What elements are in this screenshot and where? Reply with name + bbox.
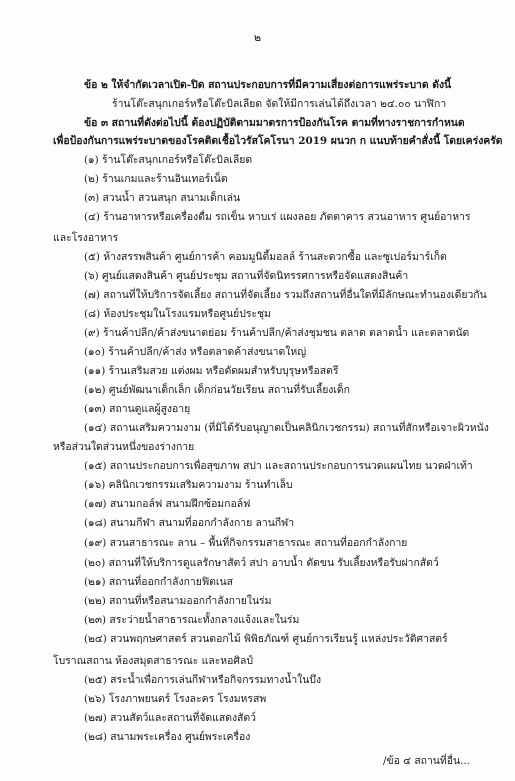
list-item: (๑๙) สวนสาธารณะ ลาน – พื้นที่กิจกรรมสาธารณะ สถานที่ออกกำลังกาย (84, 537, 408, 549)
list-item: (๑๓) สถานดูแลผู้สูงอายุ (84, 403, 191, 415)
list-item: (๙) ร้านค้าปลีก/ค้าส่งขนาดย่อม ร้านค้าปลีก/ค้าส่งชุมชน ตลาด ตลาดน้ำ และตลาดนัด (84, 327, 470, 339)
page-number: ๒ (253, 31, 262, 44)
list-item: (๑๖) คลินิกเวชกรรมเสริมความงาม ร้านทำเล็บ (84, 479, 293, 491)
clause-2-body: ร้านโต๊ะสนุกเกอร์หรือโต๊ะบิลเลียด จัดให้มีการเล่นได้ถึงเวลา ๒๔.๐๐ นาฬิกา (112, 98, 447, 110)
clause-3-heading-line1: ข้อ ๓ สถานที่ดังต่อไปนี้ ต้องปฏิบัติตามมาตรการป้องกันโรค ตามที่ทางราชการกำหนด (84, 117, 465, 129)
list-item: (๒๗) สวนสัตว์และสถานที่จัดแสดงสัตว์ (84, 712, 256, 724)
continuation-note: /ข้อ ๔ สถานที่อื่น... (383, 755, 470, 767)
list-item: (๑๔) สถานเสริมความงาม (ที่มิได้รับอนุญาตเป็นคลินิกเวชกรรม) สถานที่สักหรือเจาะผิวหนัง (84, 422, 489, 434)
list-item: (๒๒) สถานที่หรือสนามออกกำลังกายในร่ม (84, 595, 272, 607)
list-item: (๑๗) สนามกอล์ฟ สนามฝึกซ้อมกอล์ฟ (84, 498, 251, 510)
list-item-continuation: และโรงอาหาร (53, 232, 119, 244)
list-item: (๒๘) สนามพระเครื่อง ศูนย์พระเครื่อง (84, 731, 251, 743)
list-item: (๒๖) โรงภาพยนตร์ โรงละคร โรงมหรสพ (84, 693, 267, 705)
list-item: (๑๐) ร้านค้าปลีก/ค้าส่ง หรือตลาดค้าส่งขนาดใหญ่ (84, 346, 307, 358)
list-item-continuation: หรือส่วนใดส่วนหนึ่งของร่างกาย (53, 441, 195, 453)
clause-2-heading: ข้อ ๒ ให้จำกัดเวลาเปิด-ปิด สถานประกอบการที่มีความเสี่ยงต่อการแพร่ระบาด ดังนี้ (84, 79, 452, 91)
clause-3-heading-line2: เพื่อป้องกันการแพร่ระบาดของโรคติดเชื้อไวรัสโคโรนา 2019 ผนวก ก แนบท้ายคำสั่งนี้ โดยเคร่งครัด (53, 135, 503, 147)
list-item: (๗) สถานที่ให้บริการจัดเลี้ยง สถานที่จัดเลี้ยง รวมถึงสถานที่อื่นใดที่มีลักษณะทำนองเดียวกัน (84, 289, 487, 301)
list-item: (๕) ห้างสรรพสินค้า ศูนย์การค้า คอมมูนิตี้มอลล์ ร้านสะดวกซื้อ และซูเปอร์มาร์เก็ต (84, 251, 447, 263)
list-item-continuation: โบราณสถาน ห้องสมุดสาธารณะ และหอศิลป์ (53, 655, 253, 667)
list-item: (๒๐) สถานที่ให้บริการดูแลรักษาสัตว์ สปา อาบน้ำ ตัดขน รับเลี้ยงหรือรับฝากสัตว์ (84, 557, 439, 569)
list-item: (๑๒) ศูนย์พัฒนาเด็กเล็ก เด็กก่อนวัยเรียน สถานที่รับเลี้ยงเด็ก (84, 384, 350, 396)
list-item: (๔) ร้านอาหารหรือเครื่องดื่ม รถเข็น หาบเร่ แผงลอย ภัตตาคาร สวนอาหาร ศูนย์อาหาร (84, 211, 471, 223)
list-item: (๑๕) สถานประกอบการเพื่อสุขภาพ สปา และสถานประกอบการนวดแผนไทย นวดฝ่าเท้า (84, 460, 473, 472)
list-item: (๒๔) สวนพฤกษศาสตร์ สวนดอกไม้ พิพิธภัณฑ์ ศูนย์การเรียนรู้ แหล่งประวัติศาสตร์ (84, 633, 448, 645)
list-item: (๒๕) สระน้ำเพื่อการเล่นกีฬาหรือกิจกรรมทางน้ำในบึง (84, 674, 322, 686)
list-item: (๘) ห้องประชุมในโรงแรมหรือศูนย์ประชุม (84, 308, 271, 320)
list-item: (๒) ร้านเกมและร้านอินเทอร์เน็ต (84, 173, 228, 185)
list-item: (๒๓) สระว่ายน้ำสาธารณะทั้งกลางแจ้งและในร่ม (84, 614, 300, 626)
list-item: (๑๘) สนามกีฬา สนามที่ออกกำลังกาย ลานกีฬา (84, 517, 295, 529)
list-item: (๓) สวนน้ำ สวนสนุก สนามเด็กเล่น (84, 192, 241, 204)
list-item: (๑) ร้านโต๊ะสนุกเกอร์หรือโต๊ะบิลเลียด (84, 154, 253, 166)
list-item: (๑๑) ร้านเสริมสวย แต่งผม หรือตัดผมสำหรับบุรุษหรือสตรี (84, 365, 339, 377)
list-item: (๒๑) สถานที่ออกกำลังกายฟิตเนส (84, 576, 233, 588)
list-item: (๖) ศูนย์แสดงสินค้า ศูนย์ประชุม สถานที่จัดนิทรรศการหรือจัดแสดงสินค้า (84, 270, 409, 282)
